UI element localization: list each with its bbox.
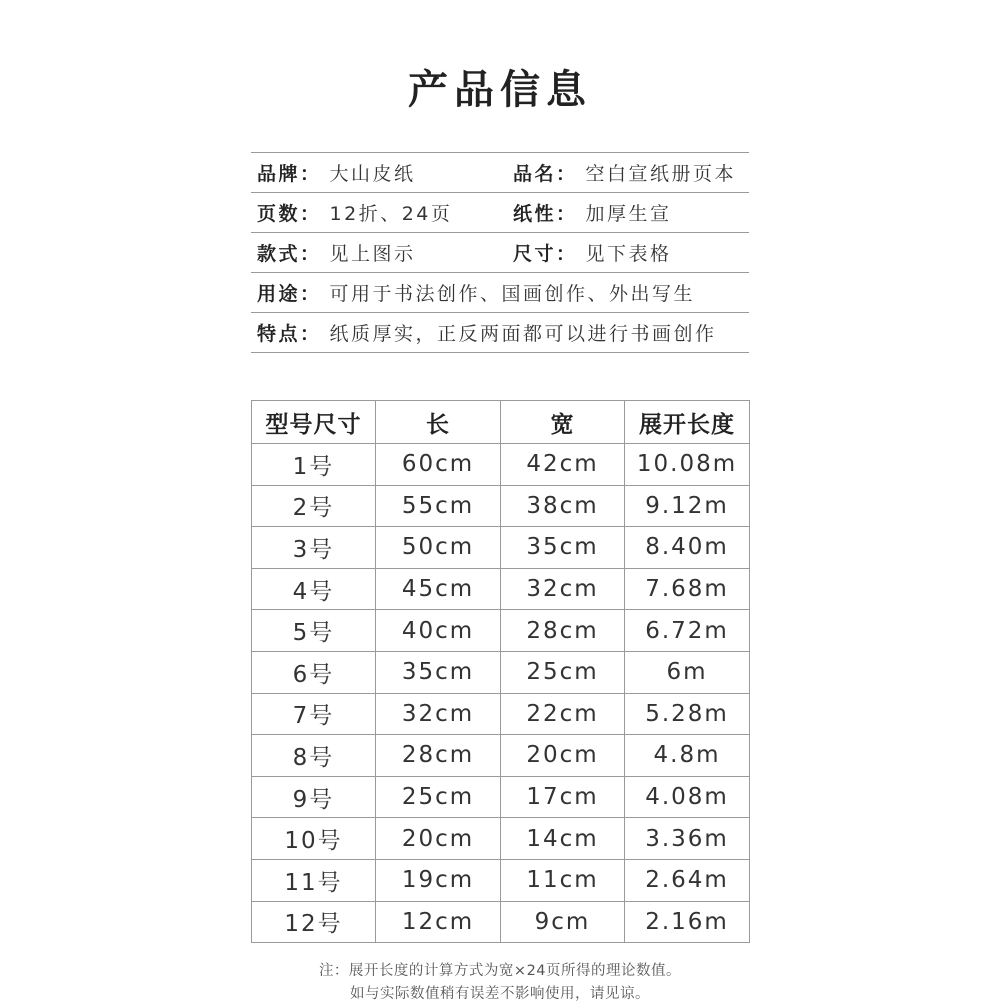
cell-unfolded-length: 2.16m — [625, 901, 750, 943]
size-table — [251, 400, 750, 943]
cell-unfolded-length: 2.64m — [625, 859, 750, 901]
cell-model: 2号 — [252, 485, 376, 527]
table-row — [252, 651, 750, 693]
info-cell-brand — [251, 159, 513, 186]
pages-value: 12折、24页 — [329, 203, 453, 225]
cell-unfolded-length: 4.8m — [625, 735, 750, 777]
feature-value: 纸质厚实，正反两面都可以进行书画创作 — [329, 323, 717, 345]
cell-width: 32cm — [501, 568, 625, 610]
cell-model: 10号 — [252, 818, 376, 860]
header-width: 宽 — [501, 401, 625, 444]
table-row — [252, 859, 750, 901]
cell-model: 8号 — [252, 735, 376, 777]
table-row — [252, 693, 750, 735]
cell-width: 22cm — [501, 693, 625, 735]
cell-length: 12cm — [376, 901, 501, 943]
paper-label: 纸性 — [513, 203, 557, 225]
info-cell-paper — [513, 199, 749, 226]
table-row — [252, 610, 750, 652]
name-separator: ： — [556, 163, 578, 185]
cell-unfolded-length: 10.08m — [625, 444, 750, 486]
cell-width: 42cm — [501, 444, 625, 486]
paper-separator: ： — [556, 203, 578, 225]
cell-unfolded-length: 6.72m — [625, 610, 750, 652]
cell-width: 25cm — [501, 651, 625, 693]
feature-label: 特点 — [257, 323, 301, 345]
cell-length: 25cm — [376, 776, 501, 818]
cell-unfolded-length: 7.68m — [625, 568, 750, 610]
cell-width: 14cm — [501, 818, 625, 860]
cell-width: 28cm — [501, 610, 625, 652]
size-table-header — [252, 401, 750, 444]
footnote-line-2: 如与实际数值稍有误差不影响使用，请见谅。 — [350, 986, 650, 1002]
name-value: 空白宣纸册页本 — [585, 163, 737, 185]
table-row — [252, 901, 750, 943]
cell-length: 28cm — [376, 735, 501, 777]
pages-label: 页数 — [257, 203, 301, 225]
cell-length: 40cm — [376, 610, 501, 652]
cell-model: 12号 — [252, 901, 376, 943]
header-model: 型号尺寸 — [252, 401, 376, 444]
cell-length: 55cm — [376, 485, 501, 527]
name-label: 品名 — [513, 163, 557, 185]
info-cell-size — [513, 239, 749, 266]
table-row — [252, 818, 750, 860]
table-row — [252, 444, 750, 486]
cell-model: 6号 — [252, 651, 376, 693]
cell-length: 20cm — [376, 818, 501, 860]
pages-separator: ： — [300, 203, 322, 225]
cell-width: 17cm — [501, 776, 625, 818]
info-cell-pages — [251, 199, 513, 226]
cell-unfolded-length: 9.12m — [625, 485, 750, 527]
info-row-usage — [251, 273, 749, 313]
cell-length: 45cm — [376, 568, 501, 610]
style-value: 见上图示 — [329, 243, 416, 265]
footnote-line-1: 注：展开长度的计算方式为宽×24页所得的理论数值。 — [318, 963, 682, 979]
cell-model: 11号 — [252, 859, 376, 901]
cell-unfolded-length: 5.28m — [625, 693, 750, 735]
cell-unfolded-length: 3.36m — [625, 818, 750, 860]
cell-model: 3号 — [252, 527, 376, 569]
table-row — [252, 568, 750, 610]
usage-separator: ： — [300, 283, 322, 305]
info-row-style — [251, 233, 749, 273]
info-row-brand — [251, 153, 749, 193]
cell-unfolded-length: 6m — [625, 651, 750, 693]
cell-unfolded-length: 8.40m — [625, 527, 750, 569]
page-title: 产品信息 — [408, 66, 592, 113]
brand-label: 品牌 — [257, 163, 301, 185]
header-unfolded-length: 展开长度 — [625, 401, 750, 444]
info-row-pages — [251, 193, 749, 233]
cell-model: 7号 — [252, 693, 376, 735]
cell-length: 50cm — [376, 527, 501, 569]
info-cell-style — [251, 239, 513, 266]
size-value: 见下表格 — [585, 243, 672, 265]
cell-model: 9号 — [252, 776, 376, 818]
cell-length: 60cm — [376, 444, 501, 486]
info-cell-usage — [251, 279, 749, 306]
info-cell-feature — [251, 319, 749, 346]
cell-model: 4号 — [252, 568, 376, 610]
table-row — [252, 776, 750, 818]
cell-width: 35cm — [501, 527, 625, 569]
brand-value: 大山皮纸 — [329, 163, 416, 185]
brand-separator: ： — [300, 163, 322, 185]
cell-width: 9cm — [501, 901, 625, 943]
info-row-feature — [251, 313, 749, 353]
header-length: 长 — [376, 401, 501, 444]
size-label: 尺寸 — [513, 243, 557, 265]
product-info-list — [251, 152, 749, 353]
cell-length: 19cm — [376, 859, 501, 901]
style-label: 款式 — [257, 243, 301, 265]
cell-length: 35cm — [376, 651, 501, 693]
cell-length: 32cm — [376, 693, 501, 735]
usage-label: 用途 — [257, 283, 301, 305]
table-row — [252, 527, 750, 569]
cell-width: 20cm — [501, 735, 625, 777]
cell-model: 1号 — [252, 444, 376, 486]
paper-value: 加厚生宣 — [585, 203, 672, 225]
size-table-body — [252, 444, 750, 943]
cell-width: 38cm — [501, 485, 625, 527]
cell-model: 5号 — [252, 610, 376, 652]
size-separator: ： — [556, 243, 578, 265]
feature-separator: ： — [300, 323, 322, 345]
info-cell-name — [513, 159, 749, 186]
usage-value: 可用于书法创作、国画创作、外出写生 — [329, 283, 696, 305]
cell-unfolded-length: 4.08m — [625, 776, 750, 818]
style-separator: ： — [300, 243, 322, 265]
table-row — [252, 735, 750, 777]
table-row — [252, 485, 750, 527]
cell-width: 11cm — [501, 859, 625, 901]
